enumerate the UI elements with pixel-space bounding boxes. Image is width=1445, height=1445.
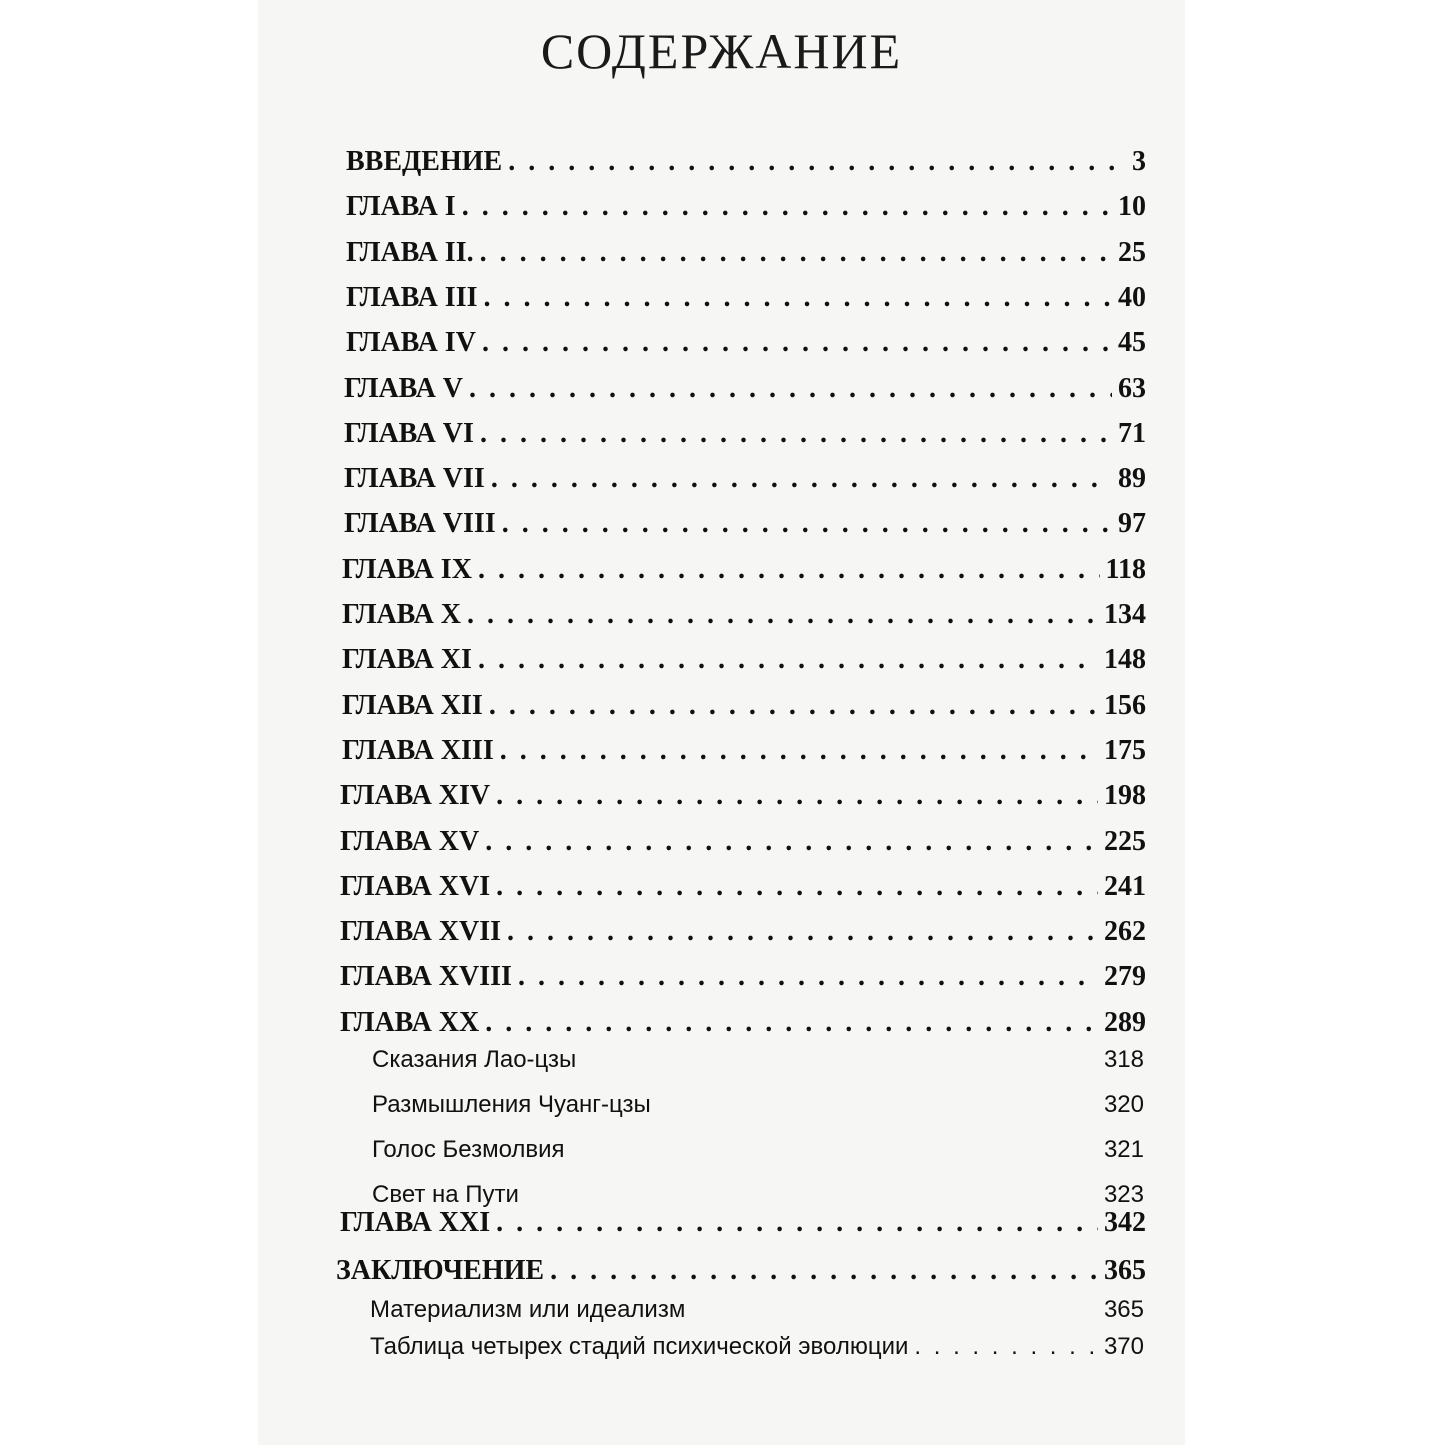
toc-entry [340, 1207, 1146, 1239]
toc-entry [342, 690, 1146, 722]
toc-page-number: 225 [1104, 826, 1146, 857]
toc-page-number: 198 [1104, 780, 1146, 811]
toc-subentry [372, 1046, 1144, 1074]
toc-entry [340, 1007, 1146, 1039]
toc-entry-label: ГЛАВА IV [346, 327, 476, 358]
dot-leader [478, 554, 1100, 586]
toc-entry [344, 508, 1146, 540]
toc-entry-label: ГЛАВА XI [342, 644, 472, 675]
dot-leader [485, 1007, 1098, 1039]
dot-leader [469, 373, 1112, 405]
toc-page-number: 320 [1103, 1091, 1144, 1118]
dot-leader [462, 191, 1112, 223]
toc-entry [340, 780, 1146, 812]
toc-page-number: 45 [1118, 327, 1146, 358]
toc-page-number: 71 [1118, 418, 1146, 449]
toc-page-number: 3 [1132, 146, 1146, 177]
toc-entry-label: ГЛАВА XV [340, 826, 480, 857]
toc-page-number: 89 [1118, 463, 1146, 494]
toc-entry-label: ГЛАВА XXI [340, 1207, 491, 1238]
dot-leader [489, 690, 1098, 722]
toc-entry [344, 463, 1146, 495]
toc-entry [346, 327, 1146, 359]
toc-entry-label: ГЛАВА XII [342, 690, 483, 721]
toc-entry [346, 191, 1146, 223]
toc-entry-label: Сказания Лао-цзы [372, 1046, 577, 1073]
toc-entry-label: Материализм или идеализм [370, 1296, 686, 1323]
toc-subentry [372, 1091, 1144, 1119]
toc-entry [342, 599, 1146, 631]
toc-entry-label: Таблица четырех стадий психической эволюции [370, 1333, 909, 1360]
toc-entry-label: ГЛАВА XIV [340, 780, 491, 811]
toc-page-number: 63 [1118, 373, 1146, 404]
toc-entry-label: ГЛАВА XVIII [340, 961, 512, 992]
toc-entry-label: ГЛАВА XVI [340, 871, 491, 902]
toc-page-number: 342 [1104, 1207, 1146, 1238]
dot-leader [480, 237, 1112, 269]
toc-entry [346, 146, 1146, 178]
toc-entry [346, 237, 1146, 269]
toc-entry-label: Голос Безмолвия [372, 1136, 565, 1163]
toc-page-number: 321 [1103, 1136, 1144, 1163]
toc-page-number: 318 [1103, 1046, 1144, 1073]
dot-leader [482, 327, 1112, 359]
toc-page-number: 289 [1104, 1007, 1146, 1038]
dot-leader [496, 871, 1098, 903]
toc-page-number: 148 [1104, 644, 1146, 675]
toc-entry-label: ГЛАВА II. [346, 237, 474, 268]
toc-entry [346, 282, 1146, 314]
toc-entry-label: ГЛАВА X [342, 599, 462, 630]
toc-page-number: 323 [1103, 1181, 1144, 1208]
toc-entry-label: ГЛАВА III [346, 282, 478, 313]
toc-page-number: 134 [1104, 599, 1146, 630]
dot-leader [496, 1207, 1098, 1239]
toc-entry-label: ВВЕДЕНИЕ [346, 146, 503, 177]
dot-leader [502, 508, 1112, 540]
toc-entry [344, 373, 1146, 405]
dot-leader [500, 735, 1098, 767]
dot-leader [508, 146, 1126, 178]
toc-entry-label: ГЛАВА VIII [344, 508, 496, 539]
toc-entry [340, 871, 1146, 903]
toc-page-number: 241 [1104, 871, 1146, 902]
toc-entry [344, 418, 1146, 450]
toc-subentry [370, 1296, 1144, 1324]
toc-entry-label: Свет на Пути [372, 1181, 519, 1208]
dot-leader [496, 780, 1098, 812]
dot-leader [484, 282, 1113, 314]
toc-entry-label: ГЛАВА V [344, 373, 464, 404]
dot-leader [507, 916, 1098, 948]
toc-entry-label: ГЛАВА XVII [340, 916, 502, 947]
toc-entry-label: ГЛАВА XIII [342, 735, 494, 766]
toc-page-number: 175 [1104, 735, 1146, 766]
toc-page-number: 279 [1104, 961, 1146, 992]
toc-entry-label: Размышления Чуанг-цзы [372, 1091, 651, 1118]
toc-entry-label: ГЛАВА VI [344, 418, 474, 449]
dot-leader [485, 826, 1098, 858]
toc-page-number: 40 [1118, 282, 1146, 313]
dot-leader [480, 418, 1112, 450]
toc-page-number: 365 [1104, 1255, 1146, 1286]
toc-page-number: 370 [1103, 1333, 1144, 1360]
toc-subentry [372, 1136, 1144, 1164]
toc-page-number: 10 [1118, 191, 1146, 222]
page-title: СОДЕРЖАНИЕ [540, 23, 903, 79]
toc-page-number: 262 [1104, 916, 1146, 947]
toc-entry [342, 735, 1146, 767]
toc-page-number: 97 [1118, 508, 1146, 539]
dot-leader [914, 1333, 1098, 1361]
toc-subentry [370, 1333, 1144, 1361]
toc-entry [340, 826, 1146, 858]
toc-entry-label: ЗАКЛЮЧЕНИЕ [336, 1255, 545, 1286]
toc-entry-label: ГЛАВА IX [342, 554, 472, 585]
toc-page-number: 365 [1103, 1296, 1144, 1323]
toc-subentry [372, 1181, 1144, 1209]
toc-entry [342, 644, 1146, 676]
toc-entry-label: ГЛАВА XX [340, 1007, 480, 1038]
toc-page-number: 156 [1104, 690, 1146, 721]
toc-entry-label: ГЛАВА VII [344, 463, 485, 494]
toc-page-number: 118 [1105, 554, 1146, 585]
dot-leader [467, 599, 1098, 631]
dot-leader [491, 463, 1112, 495]
dot-leader [478, 644, 1098, 676]
toc-entry [340, 916, 1146, 948]
toc-entry [336, 1255, 1146, 1287]
toc-entry [342, 554, 1146, 586]
toc-entry-label: ГЛАВА I [346, 191, 456, 222]
toc-page-number: 25 [1118, 237, 1146, 268]
dot-leader [518, 961, 1098, 993]
dot-leader [550, 1255, 1098, 1287]
toc-entry [340, 961, 1146, 993]
